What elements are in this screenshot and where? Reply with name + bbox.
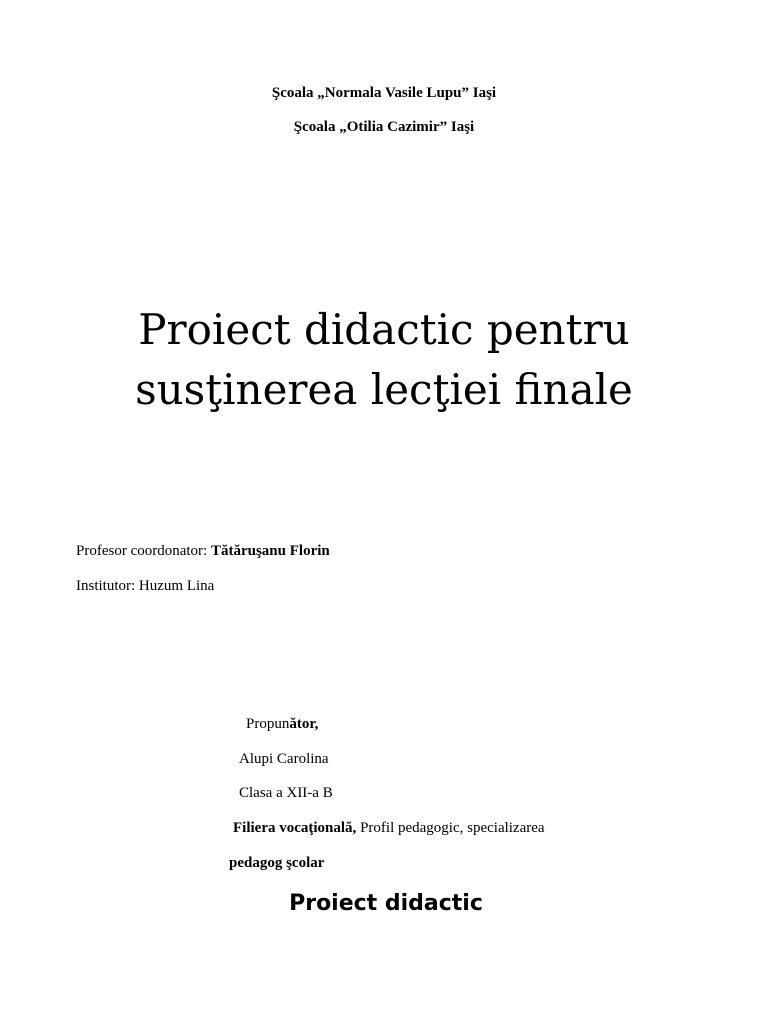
- proposer-track-bold: Filiera vocaţională,: [233, 820, 357, 836]
- proposer-name: Alupi Carolina: [239, 751, 329, 767]
- proposer-label-regular: Propun: [246, 716, 290, 732]
- teacher-name: Huzum Lina: [138, 578, 215, 594]
- school-name-2: Şcoala „Otilia Cazimir” Iaşi: [293, 119, 475, 135]
- proposer-label-bold: ător,: [289, 716, 319, 732]
- proposer-label: [246, 715, 318, 733]
- school-name-1: Şcoala „Normala Vasile Lupu” Iaşi: [271, 85, 497, 101]
- page-title-line-1: Proiect didactic pentru: [138, 305, 630, 354]
- page-title: [0, 300, 768, 420]
- proposer-track-regular: Profil pedagogic, specializarea: [356, 820, 545, 836]
- professor-coordinator-label: Profesor coordonator:: [76, 543, 211, 559]
- footer-title: Proiect didactic: [289, 891, 483, 916]
- professor-coordinator: [76, 542, 330, 560]
- page-title-line-2: susţinerea lecţiei finale: [135, 365, 633, 414]
- proposer-specialization: pedagog şcolar: [229, 855, 325, 871]
- professor-coordinator-name: Tătăruşanu Florin: [210, 543, 330, 559]
- proposer-track: [233, 819, 545, 837]
- teacher-line: [76, 577, 214, 595]
- teacher-label: Institutor:: [76, 578, 139, 594]
- proposer-class: Clasa a XII-a B: [239, 785, 333, 801]
